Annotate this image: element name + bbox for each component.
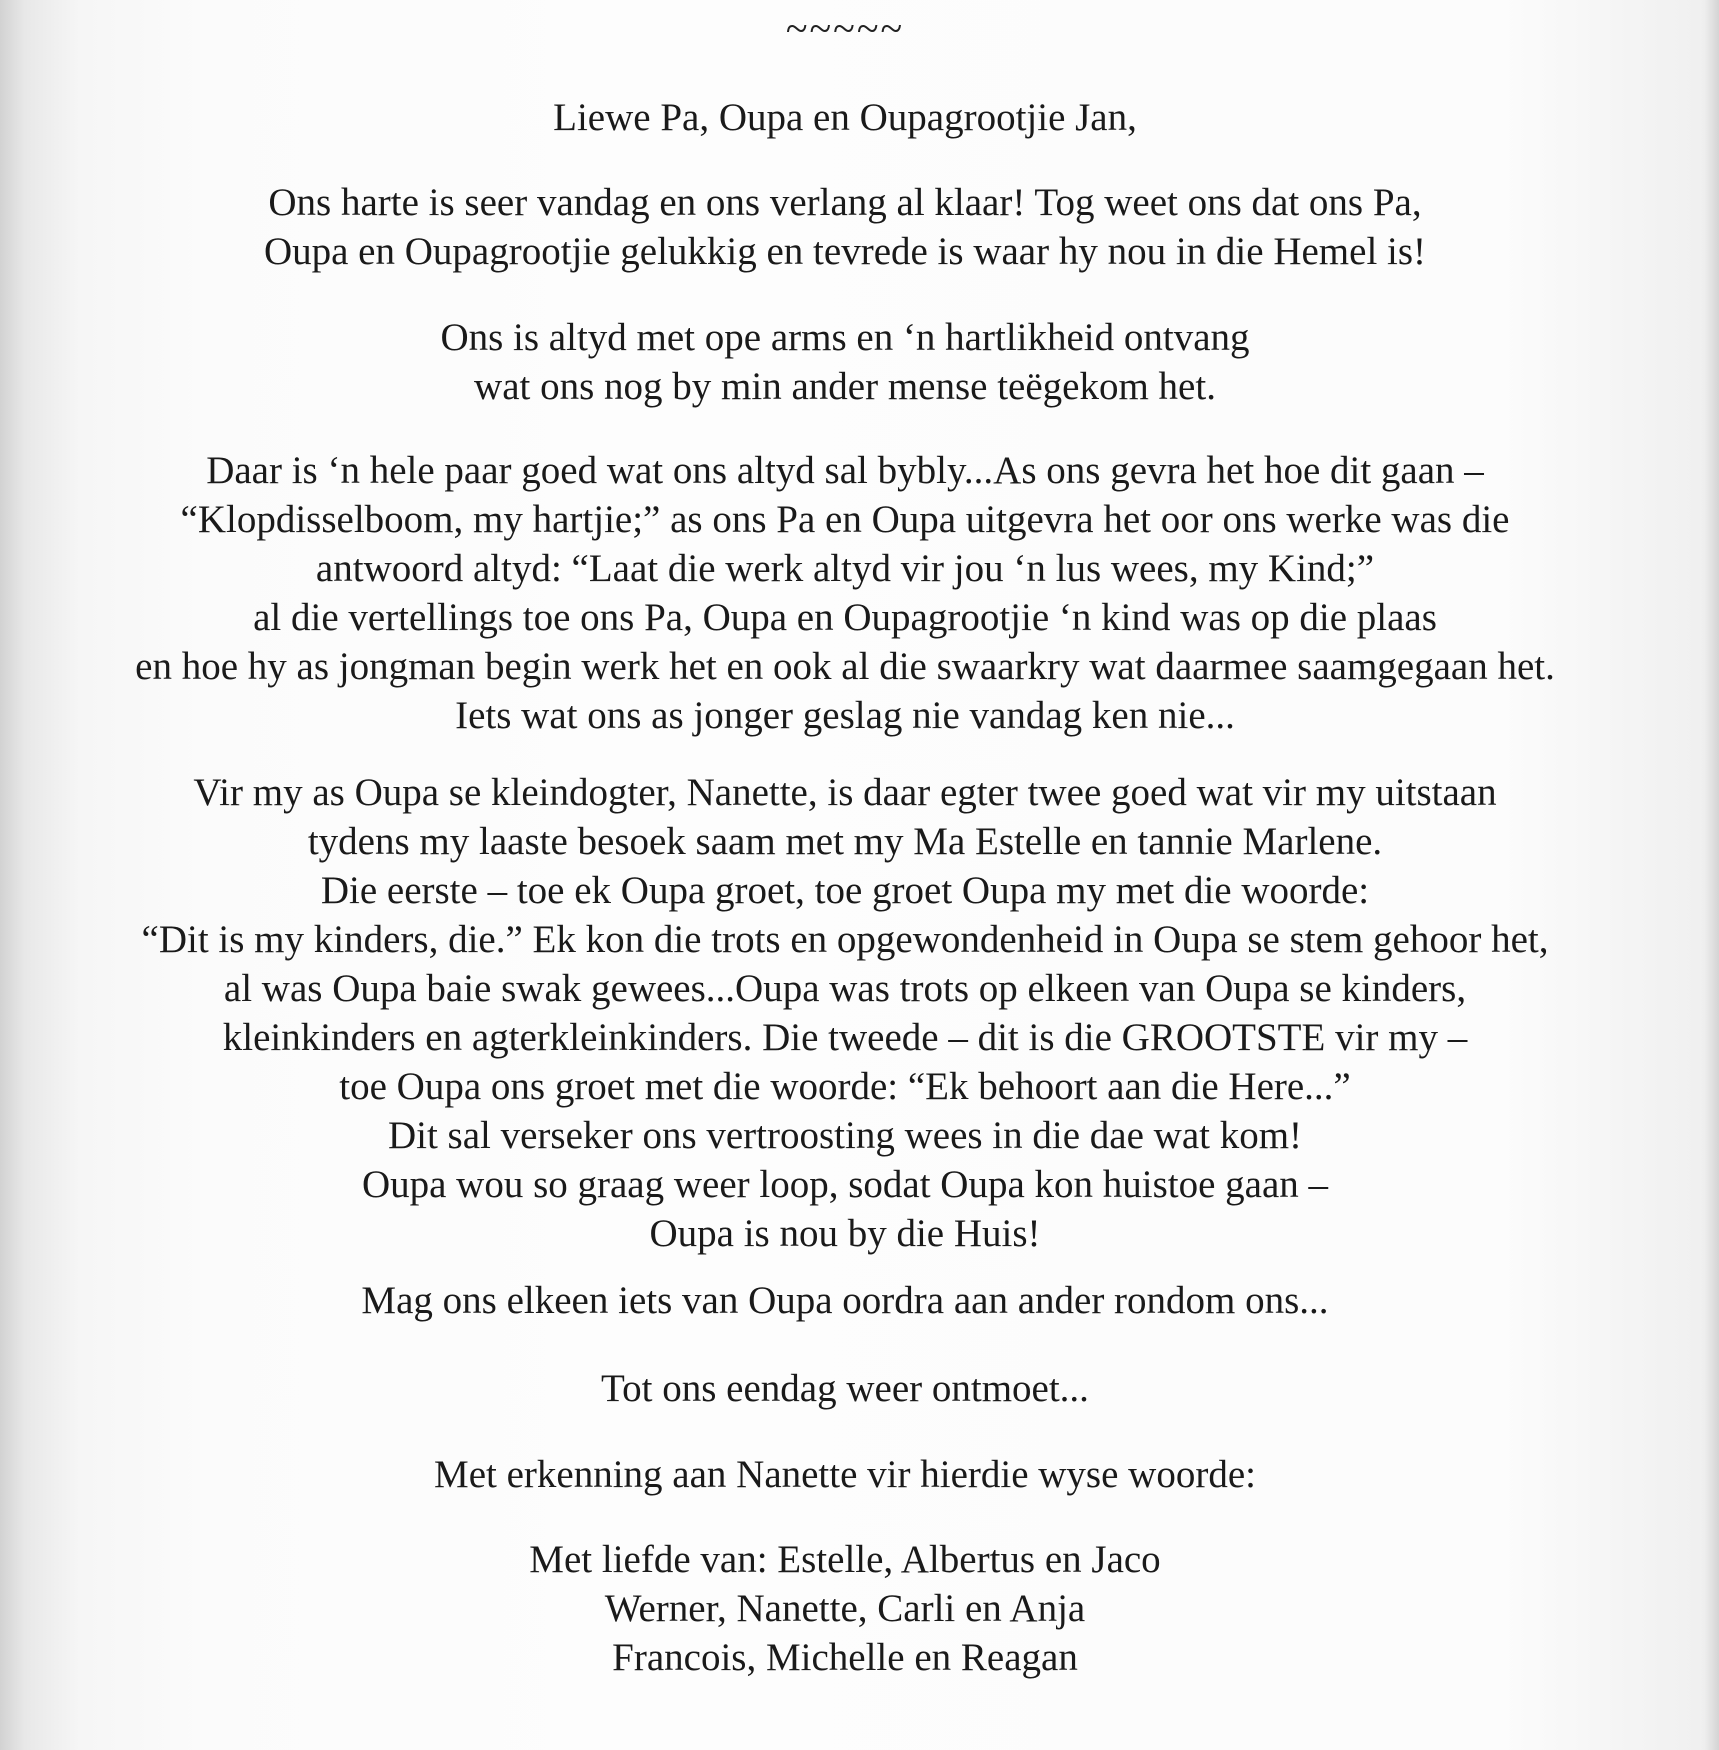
text-line: “Dit is my kinders, die.” Ek kon die trots en opgewondenheid in Oupa se stem gehoor het, <box>141 918 1549 961</box>
text-line: Daar is ‘n hele paar goed wat ons altyd sal bybly...As ons gevra het hoe dit gaan – <box>206 449 1484 492</box>
text-line: Iets wat ons as jonger geslag nie vandag ken nie... <box>455 694 1235 737</box>
text-line: en hoe hy as jongman begin werk het en ook al die swaarkry wat daarmee saamgegaan het. <box>135 645 1555 688</box>
text-line: toe Oupa ons groet met die woorde: “Ek behoort aan die Here...” <box>339 1065 1351 1108</box>
text-line: al was Oupa baie swak gewees...Oupa was trots op elkeen van Oupa se kinders, <box>223 967 1467 1010</box>
signature-line: Francois, Michelle en Reagan <box>612 1636 1078 1679</box>
text-line: Die eerste – toe ek Oupa groet, toe groet Oupa my met die woorde: <box>320 869 1370 912</box>
text-line: tydens my laaste besoek saam met my Ma Estelle en tannie Marlene. <box>307 820 1383 863</box>
text-line: kleinkinders en agterkleinkinders. Die tweede – dit is die GROOTSTE vir my – <box>222 1016 1468 1059</box>
salutation: Liewe Pa, Oupa en Oupagrootjie Jan, <box>553 96 1137 139</box>
paragraph-1 <box>0 178 1690 276</box>
paragraph-6: Tot ons eendag weer ontmoet... <box>601 1367 1089 1410</box>
text-line: al die vertellings toe ons Pa, Oupa en Oupagrootjie ‘n kind was op die plaas <box>253 596 1437 639</box>
paragraph-5: Mag ons elkeen iets van Oupa oordra aan ander rondom ons... <box>361 1279 1329 1322</box>
paragraph-3 <box>0 446 1690 740</box>
signature-block <box>0 1535 1690 1682</box>
text-line: Ons harte is seer vandag en ons verlang al klaar! Tog weet ons dat ons Pa, <box>268 181 1422 224</box>
text-line: Oupa en Oupagrootjie gelukkig en tevrede is waar hy nou in die Hemel is! <box>263 230 1427 273</box>
signature-line: Werner, Nanette, Carli en Anja <box>604 1587 1086 1630</box>
acknowledgement-line: Met erkenning aan Nanette vir hierdie wyse woorde: <box>434 1453 1256 1496</box>
text-line: Vir my as Oupa se kleindogter, Nanette, is daar egter twee goed wat vir my uitstaan <box>193 771 1497 814</box>
text-line: wat ons nog by min ander mense teëgekom het. <box>474 365 1216 408</box>
text-line: “Klopdisselboom, my hartjie;” as ons Pa en Oupa uitgevra het oor ons werke was die <box>180 498 1510 541</box>
paragraph-4 <box>0 768 1690 1258</box>
tilde-divider: ~~~~~ <box>785 6 905 51</box>
text-line: Dit sal verseker ons vertroosting wees in die dae wat kom! <box>387 1114 1303 1157</box>
paragraph-2 <box>0 313 1690 411</box>
page-edge-shadow <box>1705 0 1719 1750</box>
signature-line: Met liefde van: Estelle, Albertus en Jaco <box>529 1538 1161 1581</box>
text-line: antwoord altyd: “Laat die werk altyd vir jou ‘n lus wees, my Kind;” <box>315 547 1375 590</box>
text-line: Oupa wou so graag weer loop, sodat Oupa kon huistoe gaan – <box>361 1163 1329 1206</box>
text-line: Ons is altyd met ope arms en ‘n hartlikheid ontvang <box>440 316 1250 359</box>
text-line: Oupa is nou by die Huis! <box>649 1212 1041 1255</box>
